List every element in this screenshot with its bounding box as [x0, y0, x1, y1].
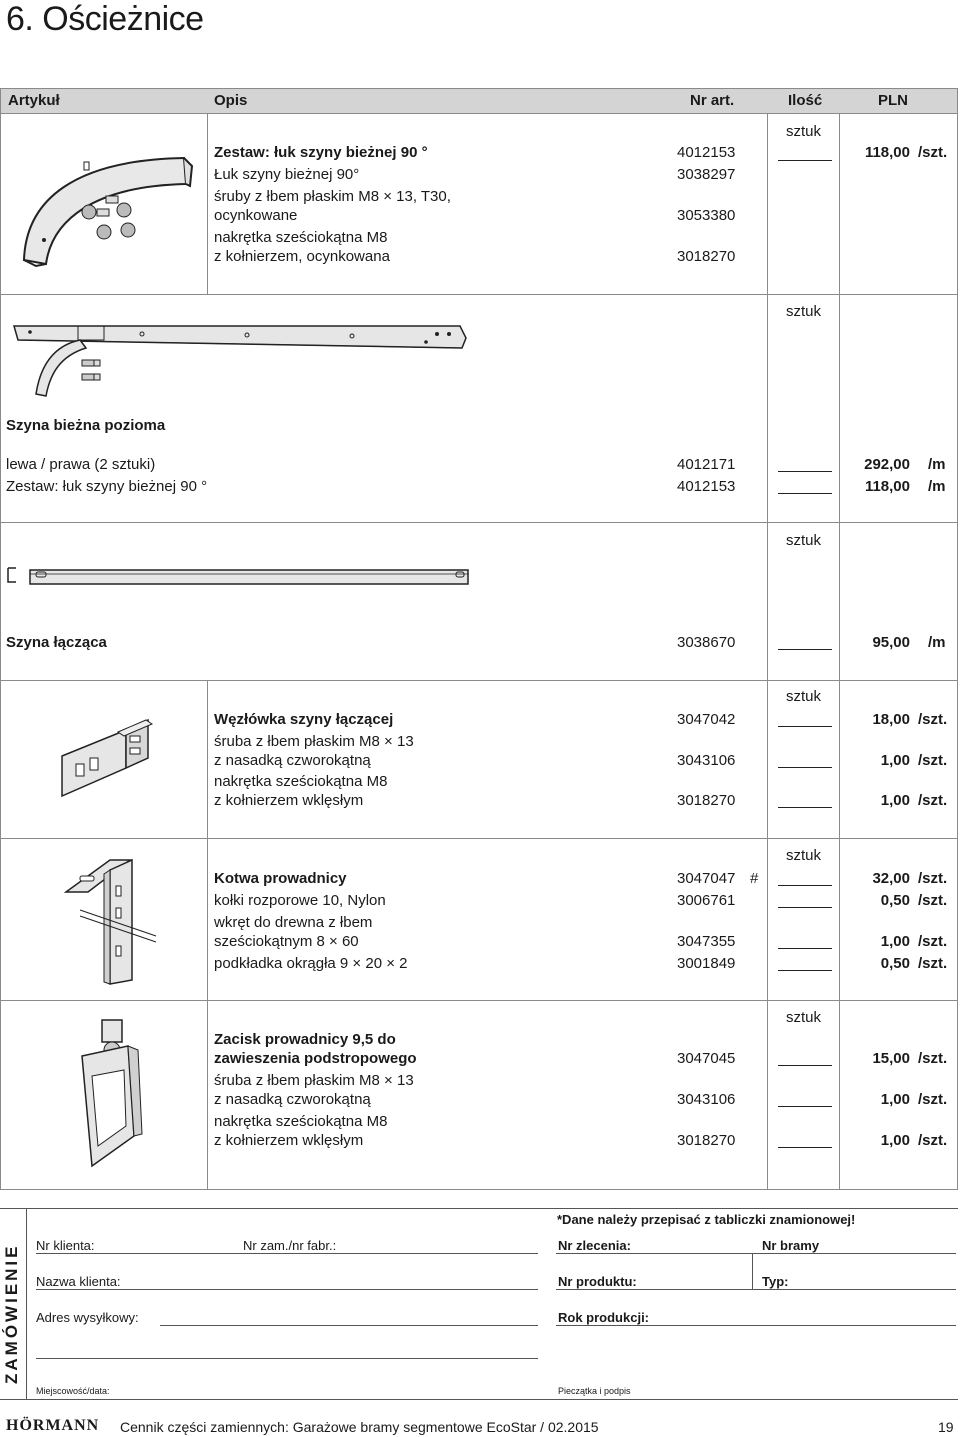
item-description: śruby z łbem płaskim M8 × 13, T30, — [214, 188, 451, 205]
price-unit: /szt. — [918, 1132, 948, 1149]
label-nr-zlecenia: Nr zlecenia: — [558, 1238, 631, 1253]
page-title: 6. Ościeżnice — [6, 0, 204, 38]
price: 118,00 — [864, 144, 910, 161]
col-opis: Opis — [214, 92, 248, 109]
order-note: *Dane należy przepisać z tabliczki znamionowej! — [557, 1212, 856, 1227]
col-ilosc: Ilość — [788, 92, 823, 109]
field-nr-produktu[interactable] — [556, 1289, 956, 1290]
price: 1,00 — [880, 1091, 910, 1108]
label-nr-bramy: Nr bramy — [762, 1238, 820, 1253]
item-description: wkręt do drewna z łbem — [214, 914, 373, 931]
item-description: śruba z łbem płaskim M8 × 13 — [214, 1072, 414, 1089]
qty-unit-label: sztuk — [786, 847, 822, 864]
label-nr-klienta: Nr klienta: — [36, 1238, 95, 1253]
footer-caption: Cennik części zamiennych: Garażowe bramy segmentowe EcoStar / 02.2015 — [120, 1419, 599, 1435]
price-unit: /szt. — [918, 892, 948, 909]
item-description: zawieszenia podstropowego — [214, 1050, 417, 1067]
field-adres-2[interactable] — [36, 1358, 538, 1359]
field-rok-produkcji[interactable] — [556, 1325, 956, 1326]
clamp-illustration — [72, 1016, 152, 1176]
article-number: 3038670 — [677, 634, 736, 651]
col-pln: PLN — [878, 92, 908, 109]
field-nr-klienta[interactable] — [36, 1253, 538, 1254]
hash-mark: # — [750, 870, 759, 887]
price: 18,00 — [872, 711, 910, 728]
price-unit: /szt. — [918, 1050, 948, 1067]
price-unit: /m — [928, 456, 946, 473]
item-description: Zestaw: łuk szyny bieżnej 90 ° — [214, 144, 428, 161]
article-number: 3047042 — [677, 711, 736, 728]
page-number: 19 — [938, 1419, 954, 1435]
order-vertical-label: ZAMÓWIENIE — [2, 1243, 21, 1384]
price: 1,00 — [880, 933, 910, 950]
price: 0,50 — [880, 955, 910, 972]
item-description: nakrętka sześciokątna M8 — [214, 229, 388, 246]
article-number: 4012153 — [677, 144, 736, 161]
label-typ: Typ: — [762, 1274, 789, 1289]
article-number: 3047047 — [677, 870, 736, 887]
price: 32,00 — [872, 870, 910, 887]
label-pieczatka: Pieczątka i podpis — [558, 1386, 631, 1396]
gusset-illustration — [56, 712, 166, 812]
qty-unit-label: sztuk — [786, 688, 822, 705]
article-number: 3001849 — [677, 955, 736, 972]
label-nazwa-klienta: Nazwa klienta: — [36, 1274, 121, 1289]
item-description: Węzłówka szyny łączącej — [214, 711, 394, 728]
label-nr-zam: Nr zam./nr fabr.: — [243, 1238, 337, 1253]
price-unit: /szt. — [918, 711, 948, 728]
anchor-illustration — [60, 852, 160, 987]
qty-unit-label: sztuk — [786, 303, 822, 320]
label-miejscowosc: Miejscowość/data: — [36, 1386, 110, 1396]
item-description: śruba z łbem płaskim M8 × 13 — [214, 733, 414, 750]
price-unit: /m — [928, 634, 946, 651]
track-curve-illustration — [14, 140, 204, 270]
price-unit: /szt. — [918, 144, 948, 161]
price: 292,00 — [864, 456, 910, 473]
price: 118,00 — [864, 478, 910, 495]
price: 1,00 — [880, 1132, 910, 1149]
item-description: z nasadką czworokątną — [214, 752, 371, 769]
item-description: z kołnierzem wklęsłym — [214, 1132, 364, 1149]
article-number: 3047045 — [677, 1050, 736, 1067]
item-description: Zestaw: łuk szyny bieżnej 90 ° — [6, 478, 208, 495]
item-description: Kotwa prowadnicy — [214, 870, 347, 887]
article-number: 3053380 — [677, 207, 736, 224]
article-number: 3043106 — [677, 1091, 736, 1108]
price-unit: /m — [928, 478, 946, 495]
field-adres[interactable] — [160, 1325, 538, 1326]
horizontal-track-illustration — [12, 318, 472, 398]
qty-unit-label: sztuk — [786, 1009, 822, 1026]
qty-unit-label: sztuk — [786, 123, 822, 140]
col-artykul: Artykuł — [8, 92, 60, 109]
price-unit: /szt. — [918, 870, 948, 887]
price-unit: /szt. — [918, 1091, 948, 1108]
field-nazwa-klienta[interactable] — [36, 1289, 538, 1290]
connecting-track-illustration — [6, 562, 472, 590]
article-number: 3047355 — [677, 933, 736, 950]
price: 1,00 — [880, 752, 910, 769]
article-number: 3018270 — [677, 1132, 736, 1149]
price: 1,00 — [880, 792, 910, 809]
item-description: lewa / prawa (2 sztuki) — [6, 456, 156, 473]
price-unit: /szt. — [918, 955, 948, 972]
article-number: 4012171 — [677, 456, 736, 473]
label-rok-produkcji: Rok produkcji: — [558, 1310, 650, 1325]
qty-unit-label: sztuk — [786, 532, 822, 549]
item-description: z kołnierzem, ocynkowana — [214, 248, 390, 265]
section-heading: Szyna bieżna pozioma — [6, 417, 166, 434]
item-description: Zacisk prowadnicy 9,5 do — [214, 1031, 396, 1048]
item-description: nakrętka sześciokątna M8 — [214, 1113, 388, 1130]
item-description: z nasadką czworokątną — [214, 1091, 371, 1108]
item-description: kołki rozporowe 10, Nylon — [214, 892, 386, 909]
item-description: sześciokątnym 8 × 60 — [214, 933, 359, 950]
article-number: 3018270 — [677, 248, 736, 265]
price-unit: /szt. — [918, 752, 948, 769]
item-description: Szyna łącząca — [6, 634, 107, 651]
price: 0,50 — [880, 892, 910, 909]
price-unit: /szt. — [918, 792, 948, 809]
item-description: nakrętka sześciokątna M8 — [214, 773, 388, 790]
article-number: 3018270 — [677, 792, 736, 809]
article-number: 4012153 — [677, 478, 736, 495]
item-description: z kołnierzem wklęsłym — [214, 792, 364, 809]
article-number: 3038297 — [677, 166, 736, 183]
item-description: podkładka okrągła 9 × 20 × 2 — [214, 955, 408, 972]
col-nr-art: Nr art. — [690, 92, 735, 109]
hormann-logo: HÖRMANN — [6, 1417, 100, 1434]
price: 95,00 — [872, 634, 910, 651]
item-description: Łuk szyny bieżnej 90° — [214, 166, 360, 183]
label-nr-produktu: Nr produktu: — [558, 1274, 637, 1289]
article-number: 3006761 — [677, 892, 736, 909]
price: 15,00 — [872, 1050, 910, 1067]
price-unit: /szt. — [918, 933, 948, 950]
label-adres: Adres wysyłkowy: — [36, 1310, 139, 1325]
item-description: ocynkowane — [214, 207, 298, 224]
article-number: 3043106 — [677, 752, 736, 769]
field-nr-zlecenia[interactable] — [556, 1253, 956, 1254]
